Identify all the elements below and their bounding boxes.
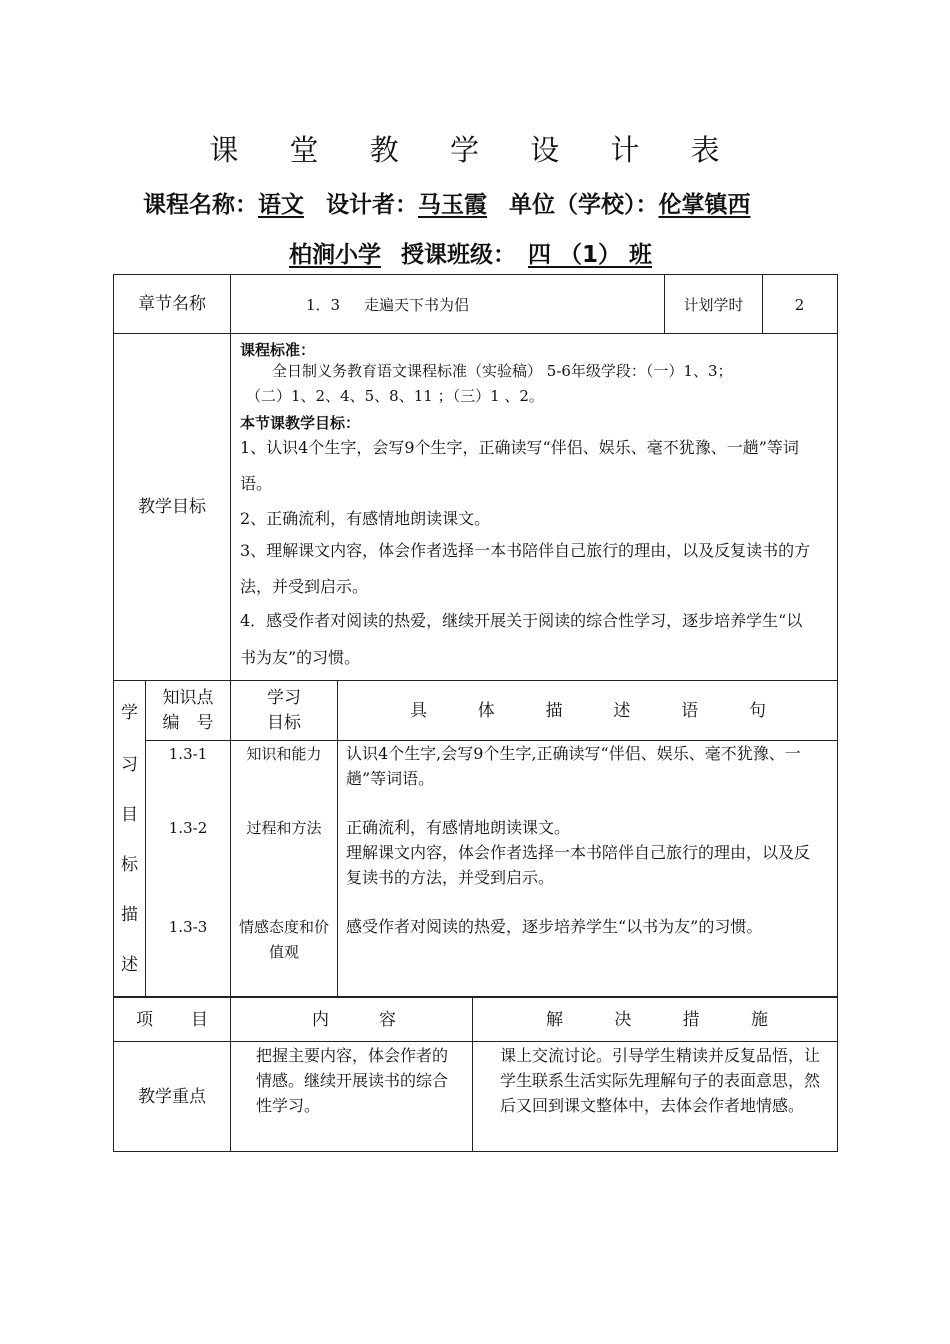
goal-header-2: 目标 <box>267 713 301 733</box>
chapter-name: 走遍天下书为侣 <box>364 296 470 314</box>
point-desc-line: 复读书的方法，并受到启示。 <box>346 868 555 887</box>
standard-heading: 课程标准： <box>240 341 316 359</box>
point-goal-2: 值观 <box>268 943 299 961</box>
chapter-label: 章节名称 <box>138 294 206 314</box>
measure-header-char: 决 <box>614 1010 632 1030</box>
focus-label: 教学重点 <box>138 1087 206 1107</box>
content-header-char: 内 <box>312 1010 329 1030</box>
hours-value: 2 <box>794 296 805 314</box>
goals-label: 教学目标 <box>138 497 206 517</box>
goals-heading: 本节课教学目标： <box>240 414 361 432</box>
desc-header <box>410 698 766 724</box>
point-id: 1.3-3 <box>168 918 208 936</box>
desc-header-char: 描 <box>545 701 563 721</box>
table-rule <box>472 996 473 1151</box>
hours-label: 计划学时 <box>683 296 744 314</box>
side-label-char: 述 <box>121 955 138 975</box>
point-id: 1.3-2 <box>168 819 208 837</box>
chapter-number: 1．3 <box>306 296 341 314</box>
course-value: 语文 <box>258 192 304 218</box>
side-label-char: 描 <box>121 905 138 925</box>
desc-header-char: 具 <box>410 701 427 721</box>
side-label-char: 标 <box>121 855 138 875</box>
item-header <box>136 1007 208 1033</box>
focus-measure-line: 后又回到课文整体中，去体会作者地情感。 <box>500 1096 805 1115</box>
measure-header-char: 措 <box>682 1010 700 1030</box>
class-value: 四 （1） 班 <box>528 242 653 268</box>
focus-measure-line: 学生联系生活实际先理解句子的表面意思，然 <box>500 1071 821 1090</box>
standard-line-2: （二）1、2、4、5、8、11 ；（三）1 、2。 <box>246 387 544 405</box>
unit-value-1: 伦掌镇西 <box>658 192 751 218</box>
unit-label: 单位（学校）： <box>509 192 659 218</box>
point-goal-1: 情感态度和价 <box>238 918 329 936</box>
focus-content-line: 情感。继续开展读书的综合 <box>256 1071 449 1090</box>
standard-line-1: 全日制义务教育语文课程标准（实验稿） 5-6年级学段：（一）1、3； <box>272 362 733 380</box>
table-rule <box>113 680 837 681</box>
course-label: 课程名称： <box>143 192 258 218</box>
point-header-2: 编 号 <box>162 713 214 733</box>
goal-line: 1、认识4个生字，会写9个生字，正确读写“伴侣、娱乐、毫不犹豫、一趟”等词 <box>240 438 799 457</box>
goal-line: 语。 <box>240 474 273 493</box>
point-goal: 知识和能力 <box>246 745 322 763</box>
table-rule <box>337 680 338 997</box>
focus-content-line: 性学习。 <box>256 1096 321 1115</box>
table-rule <box>113 333 837 334</box>
side-label-char: 目 <box>121 805 138 825</box>
class-label: 授课班级： <box>401 242 516 268</box>
measure-header <box>546 1007 768 1033</box>
measure-header-char: 解 <box>546 1010 563 1030</box>
measure-header-char: 施 <box>750 1010 768 1030</box>
designer-value: 马玉霞 <box>418 192 487 218</box>
side-label-char: 习 <box>121 755 138 775</box>
point-desc-line: 感受作者对阅读的热爱，逐步培养学生“以书为友”的习惯。 <box>346 917 763 936</box>
header-line-2 <box>289 236 652 269</box>
goal-line: 书为友”的习惯。 <box>240 648 361 667</box>
point-desc-line: 正确流利，有感情地朗读课文。 <box>346 818 571 837</box>
point-desc-line: 趟”等词语。 <box>346 769 435 788</box>
point-desc-line: 理解课文内容，体会作者选择一本书陪伴自己旅行的理由，以及反 <box>346 843 811 862</box>
page-title: 课 堂 教 学 设 计 表 <box>209 133 741 167</box>
content-header <box>312 1007 396 1033</box>
content-header-char: 容 <box>379 1010 396 1030</box>
desc-header-char: 体 <box>477 701 495 721</box>
table-rule <box>230 996 231 1151</box>
table-rule <box>113 1041 837 1042</box>
goal-line: 4．感受作者对阅读的热爱，继续开展关于阅读的综合性学习，逐步培养学生“以 <box>240 611 803 630</box>
desc-header-char: 述 <box>613 701 631 721</box>
item-header-char: 项 <box>136 1010 153 1030</box>
designer-label: 设计者： <box>326 192 418 218</box>
point-id: 1.3-1 <box>168 745 208 763</box>
focus-measure-line: 课上交流讨论。引导学生精读并反复品悟，让 <box>500 1046 821 1065</box>
goal-line: 法，并受到启示。 <box>240 577 369 596</box>
table-rule <box>230 274 231 681</box>
goal-header-1: 学习 <box>267 688 301 708</box>
side-label-char: 学 <box>121 703 138 723</box>
focus-content-line: 把握主要内容，体会作者的 <box>256 1046 449 1065</box>
unit-value-2: 柏涧小学 <box>289 242 381 268</box>
point-goal: 过程和方法 <box>246 819 322 837</box>
desc-header-char: 语 <box>681 701 699 721</box>
desc-header-char: 句 <box>748 701 766 721</box>
goal-line: 2、正确流利，有感情地朗读课文。 <box>240 509 491 528</box>
header-line-1 <box>143 186 751 219</box>
goal-line: 3、理解课文内容，体会作者选择一本书陪伴自己旅行的理由，以及反复读书的方 <box>240 541 811 560</box>
point-header-1: 知识点 <box>162 688 214 708</box>
item-header-char: 目 <box>191 1010 208 1030</box>
point-desc-line: 认识4个生字,会写9个生字,正确读写“伴侣、娱乐、毫不犹豫、一 <box>346 744 801 763</box>
